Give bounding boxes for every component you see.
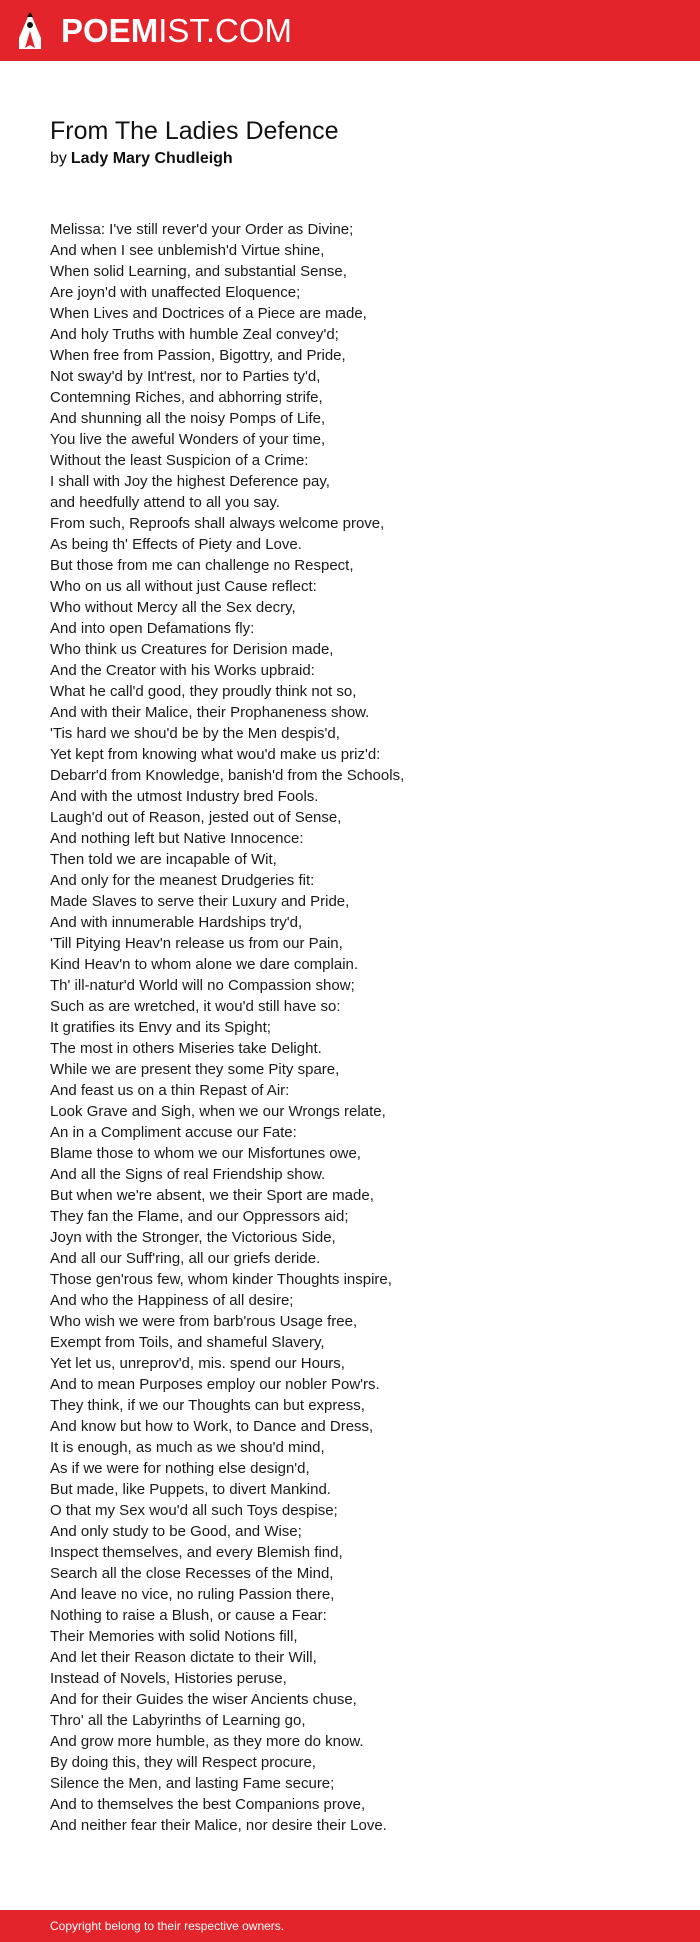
poem-line: And for their Guides the wiser Ancients chuse, bbox=[50, 1691, 357, 1708]
poem-line: And with the utmost Industry bred Fools. bbox=[50, 788, 319, 805]
poem-line: Are joyn'd with unaffected Eloquence; bbox=[50, 284, 301, 301]
poem-line: Joyn with the Stronger, the Victorious Side, bbox=[50, 1229, 336, 1246]
poem-line: And know but how to Work, to Dance and Dress, bbox=[50, 1418, 374, 1435]
poem-line: And the Creator with his Works upbraid: bbox=[50, 662, 315, 679]
poem-line: Thro' all the Labyrinths of Learning go, bbox=[50, 1712, 306, 1729]
poem-line: Yet kept from knowing what wou'd make us priz'd: bbox=[50, 746, 381, 763]
author-name: Lady Mary Chudleigh bbox=[70, 150, 233, 167]
poem-line: Not sway'd by Int'rest, nor to Parties ty'd, bbox=[50, 368, 321, 385]
poem-line: And let their Reason dictate to their Will, bbox=[50, 1649, 317, 1666]
poem-body bbox=[50, 219, 650, 1836]
poem-line: An in a Compliment accuse our Fate: bbox=[50, 1124, 297, 1141]
poem-line: And feast us on a thin Repast of Air: bbox=[50, 1082, 290, 1099]
poem-line: But when we're absent, we their Sport are made, bbox=[50, 1187, 374, 1204]
poem-line: But those from me can challenge no Respect, bbox=[50, 557, 354, 574]
poem-line: Search all the close Recesses of the Mind, bbox=[50, 1565, 334, 1582]
poem-line: And to mean Purposes employ our nobler Pow'rs. bbox=[50, 1376, 380, 1393]
poem-line: When Lives and Doctrices of a Piece are made, bbox=[50, 305, 367, 322]
pen-nib-icon[interactable] bbox=[17, 11, 43, 51]
poem-line: And into open Defamations fly: bbox=[50, 620, 255, 637]
site-logo[interactable] bbox=[61, 14, 292, 47]
poem-line: And who the Happiness of all desire; bbox=[50, 1292, 294, 1309]
poem-line: Melissa: I've still rever'd your Order as Divine; bbox=[50, 221, 354, 238]
poem-line: As if we were for nothing else design'd, bbox=[50, 1460, 310, 1477]
poem-line: Debarr'd from Knowledge, banish'd from the Schools, bbox=[50, 767, 405, 784]
poem-line: You live the aweful Wonders of your time, bbox=[50, 431, 326, 448]
poem-line: Made Slaves to serve their Luxury and Pride, bbox=[50, 893, 350, 910]
poem-line: Inspect themselves, and every Blemish find, bbox=[50, 1544, 343, 1561]
poem-line: And nothing left but Native Innocence: bbox=[50, 830, 304, 847]
poem-line: But made, like Puppets, to divert Mankind. bbox=[50, 1481, 331, 1498]
poem-line: And with innumerable Hardships try'd, bbox=[50, 914, 303, 931]
poem-line: Th' ill-natur'd World will no Compassion show; bbox=[50, 977, 355, 994]
poem-line: 'Tis hard we shou'd be by the Men despis'd, bbox=[50, 725, 340, 742]
byline-prefix: by bbox=[50, 150, 67, 167]
poem-line: As being th' Effects of Piety and Love. bbox=[50, 536, 302, 553]
poem-line: They fan the Flame, and our Oppressors aid; bbox=[50, 1208, 349, 1225]
poem-line: And only for the meanest Drudgeries fit: bbox=[50, 872, 315, 889]
poem-line: O that my Sex wou'd all such Toys despise; bbox=[50, 1502, 338, 1519]
poem-line: What he call'd good, they proudly think not so, bbox=[50, 683, 357, 700]
poem-line: Blame those to whom we our Misfortunes owe, bbox=[50, 1145, 361, 1162]
poem-line: And holy Truths with humble Zeal convey'd; bbox=[50, 326, 339, 343]
poem-line: Laugh'd out of Reason, jested out of Sense, bbox=[50, 809, 342, 826]
poem-line: I shall with Joy the highest Deference pay, bbox=[50, 473, 330, 490]
poem-line: They think, if we our Thoughts can but express, bbox=[50, 1397, 365, 1414]
logo-light-text: IST.COM bbox=[158, 12, 293, 49]
site-footer bbox=[0, 1910, 700, 1942]
poem-line: Who without Mercy all the Sex decry, bbox=[50, 599, 296, 616]
poem-line: Without the least Suspicion of a Crime: bbox=[50, 452, 309, 469]
poem-line: It is enough, as much as we shou'd mind, bbox=[50, 1439, 325, 1456]
poem-line: Contemning Riches, and abhorring strife, bbox=[50, 389, 323, 406]
poem-line: Yet let us, unreprov'd, mis. spend our Hours, bbox=[50, 1355, 345, 1372]
logo-bold-text: POEM bbox=[61, 12, 159, 49]
poem-line: Look Grave and Sigh, when we our Wrongs relate, bbox=[50, 1103, 386, 1120]
poem-line: When free from Passion, Bigottry, and Pride, bbox=[50, 347, 346, 364]
poem-line: Silence the Men, and lasting Fame secure; bbox=[50, 1775, 335, 1792]
poem-line: And neither fear their Malice, nor desire their Love. bbox=[50, 1817, 387, 1834]
poem-line: Who on us all without just Cause reflect: bbox=[50, 578, 317, 595]
poem-line: By doing this, they will Respect procure, bbox=[50, 1754, 316, 1771]
poem-line: And all our Suff'ring, all our griefs deride. bbox=[50, 1250, 321, 1267]
poem-line: Those gen'rous few, whom kinder Thoughts inspire, bbox=[50, 1271, 392, 1288]
poem-line: While we are present they some Pity spare, bbox=[50, 1061, 340, 1078]
poem-line: Nothing to raise a Blush, or cause a Fear: bbox=[50, 1607, 327, 1624]
site-header bbox=[0, 0, 700, 61]
poem-line: Their Memories with solid Notions fill, bbox=[50, 1628, 298, 1645]
poem-line: Such as are wretched, it wou'd still have so: bbox=[50, 998, 341, 1015]
poem-line: And leave no vice, no ruling Passion there, bbox=[50, 1586, 335, 1603]
poem-line: It gratifies its Envy and its Spight; bbox=[50, 1019, 271, 1036]
poem-line: Who wish we were from barb'rous Usage free, bbox=[50, 1313, 358, 1330]
poem-line: And with their Malice, their Prophaneness show. bbox=[50, 704, 370, 721]
poem-line: Exempt from Toils, and shameful Slavery, bbox=[50, 1334, 325, 1351]
poem-line: Kind Heav'n to whom alone we dare complain. bbox=[50, 956, 359, 973]
poem-line: And shunning all the noisy Pomps of Life, bbox=[50, 410, 326, 427]
poem-line: And all the Signs of real Friendship show. bbox=[50, 1166, 326, 1183]
poem-line: And grow more humble, as they more do know. bbox=[50, 1733, 364, 1750]
poem-line: The most in others Miseries take Delight. bbox=[50, 1040, 322, 1057]
poem-line: And to themselves the best Companions prove, bbox=[50, 1796, 366, 1813]
poem-line: And only study to be Good, and Wise; bbox=[50, 1523, 302, 1540]
poem-line: From such, Reproofs shall always welcome prove, bbox=[50, 515, 385, 532]
copyright-text: Copyright belong to their respective owners. bbox=[50, 1919, 285, 1933]
poem-line: and heedfully attend to all you say. bbox=[50, 494, 280, 511]
poem-title: From The Ladies Defence bbox=[50, 117, 339, 145]
poem-line: And when I see unblemish'd Virtue shine, bbox=[50, 242, 325, 259]
poem-line: Then told we are incapable of Wit, bbox=[50, 851, 277, 868]
poem-line: When solid Learning, and substantial Sense, bbox=[50, 263, 347, 280]
poem-line: Who think us Creatures for Derision made, bbox=[50, 641, 334, 658]
byline bbox=[50, 147, 233, 171]
poem-line: Instead of Novels, Histories peruse, bbox=[50, 1670, 287, 1687]
poem-line: 'Till Pitying Heav'n release us from our Pain, bbox=[50, 935, 343, 952]
